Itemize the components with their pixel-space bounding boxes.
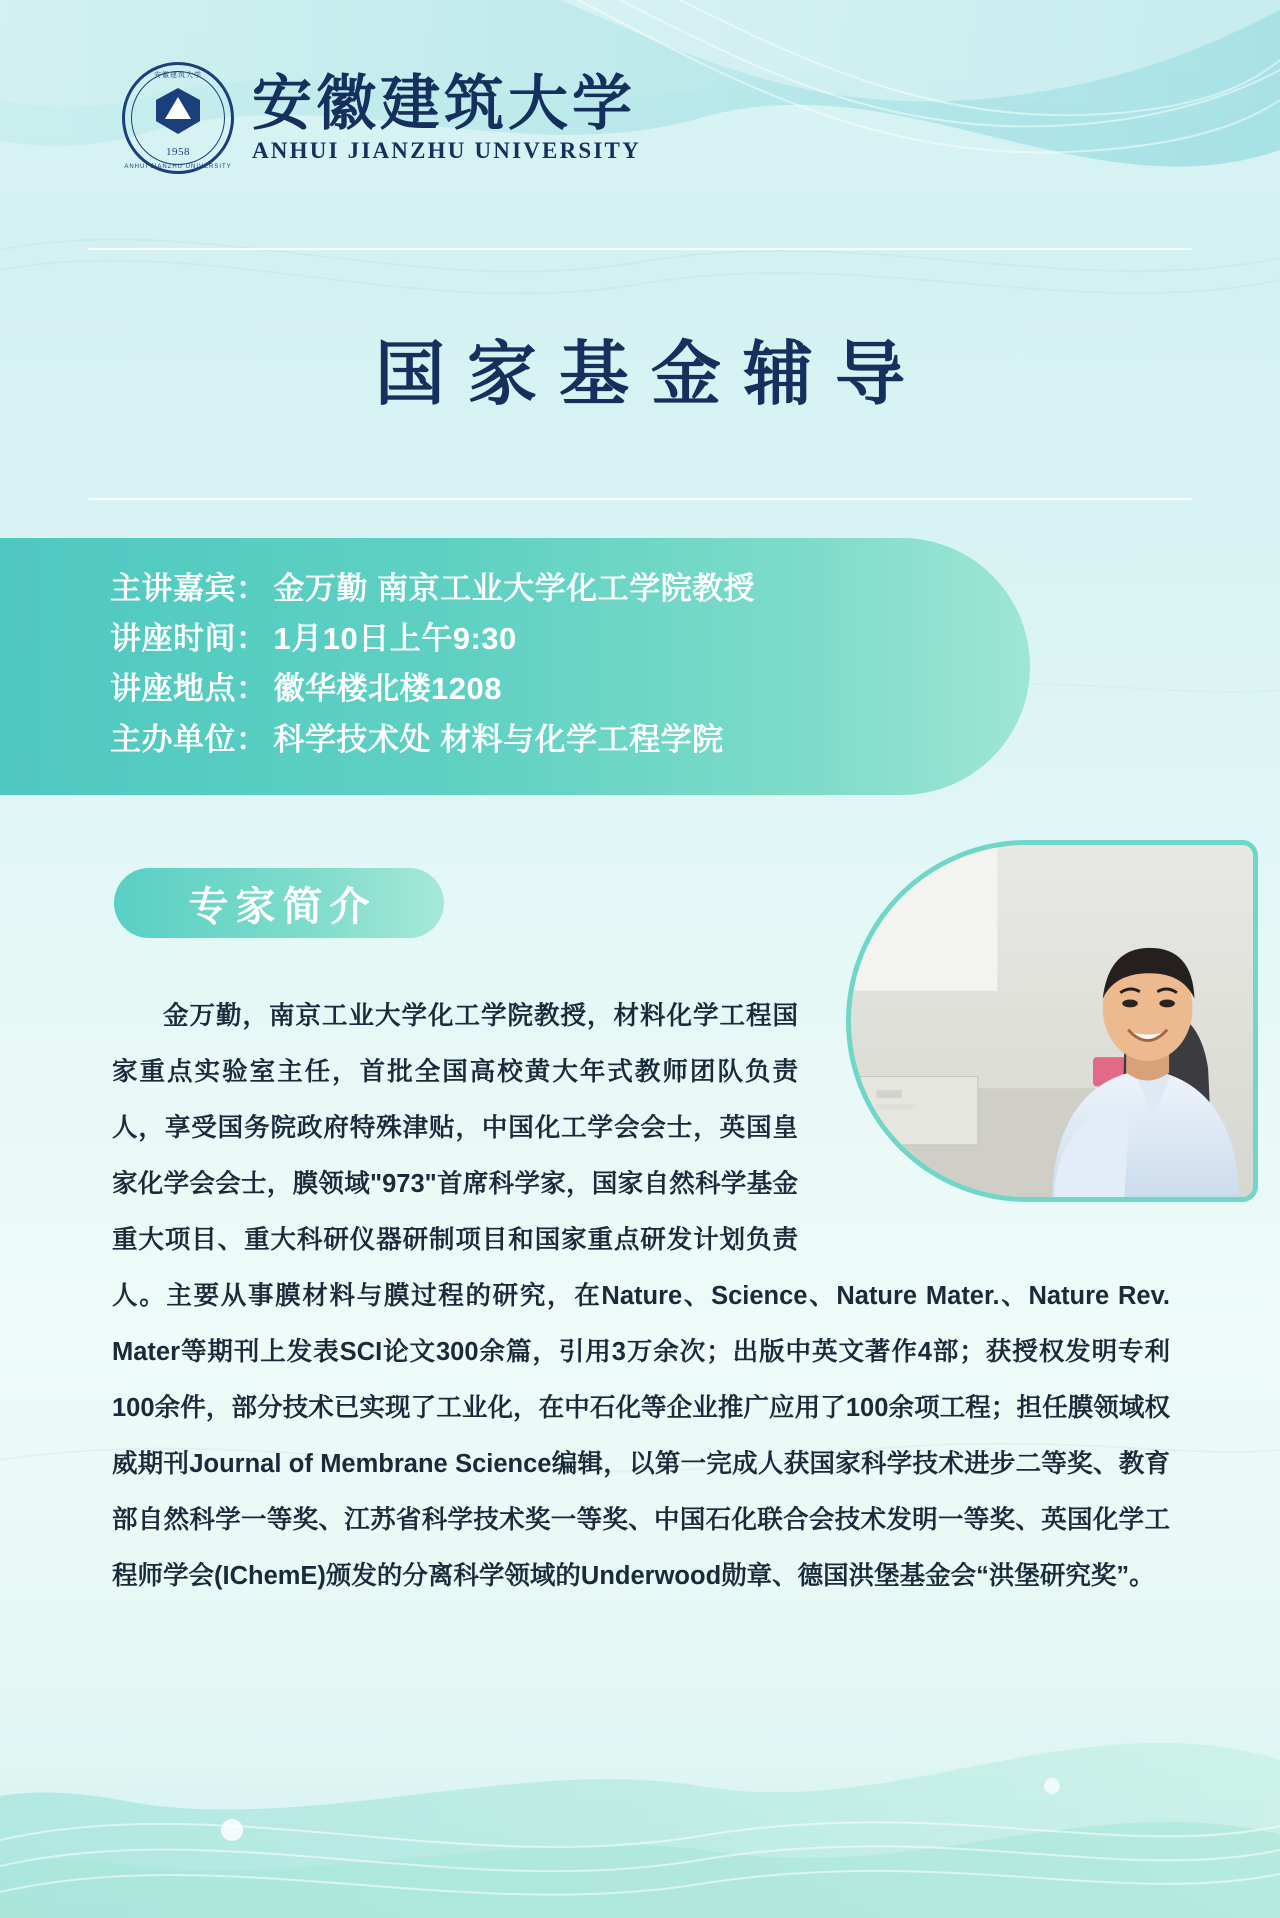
logo-wordmark bbox=[252, 70, 641, 164]
expert-section-title-text: 专家简介 bbox=[188, 883, 377, 929]
place-label: 讲座地点： bbox=[110, 671, 268, 707]
university-seal-icon bbox=[122, 62, 234, 174]
expert-bio bbox=[112, 988, 1170, 1604]
time-label: 讲座时间： bbox=[110, 621, 268, 657]
info-row-host bbox=[110, 715, 1030, 765]
expert-bio-text: 金万勤，南京工业大学化工学院教授，材料化学工程国家重点实验室主任，首批全国高校黄大年式教师团队负责人，享受国务院政府特殊津贴，中国化工学会会士，英国皇家化学会会士，膜领域"973"首席科学家，国家自然科学基金重大项目、重大科研仪器研制项目和国家重点研发计划负责人。主要从事膜材料与膜过程的研究，在Nature、Science、Nature Mater.、Nature Rev. Mater等期刊上发表SCI论文300余篇，引用3万余次；出版中英文著作4部；获授权发明专利100余件，部分技术已实现了工业化，在中石化等企业推广应用了100余项工程；担任膜领域权威期刊Journal of Membrane Science编辑，以第一完成人获国家科学技术进步二等奖、教育部自然科学一等奖、江苏省科学技术奖一等奖、中国石化联合会技术发明一等奖、英国化学工程师学会(IChemE)颁发的分离科学领域的Underwood勋章、德国洪堡基金会“洪堡研究奖”。 bbox=[112, 1002, 1170, 1590]
logo-name-english: ANHUI JIANZHU UNIVERSITY bbox=[252, 137, 641, 163]
time-value: 1月10日上午9:30 bbox=[273, 621, 517, 657]
university-logo bbox=[122, 62, 641, 174]
expert-section-title bbox=[114, 868, 444, 938]
logo-name-chinese: 安徽建筑大学 bbox=[252, 70, 636, 137]
info-row-speaker bbox=[110, 564, 1030, 614]
title-divider-bottom bbox=[88, 498, 1192, 500]
seal-arc-bottom-text: ANHUI JIANZHU UNIVERSITY bbox=[124, 164, 232, 170]
place-value: 徽华楼北楼1208 bbox=[273, 671, 502, 707]
seal-year: 1958 bbox=[166, 146, 190, 158]
page-title: 国家基金辅导 bbox=[375, 337, 927, 414]
speaker-label: 主讲嘉宾： bbox=[110, 571, 268, 606]
info-row-time bbox=[110, 614, 1030, 664]
title-divider-top bbox=[88, 248, 1192, 250]
info-row-place bbox=[110, 664, 1030, 714]
photo-text-wrap-spacer bbox=[798, 988, 1170, 1218]
seal-arc-top-text: 安徽建筑大学 bbox=[154, 72, 202, 79]
host-value: 科学技术处 材料与化学工程学院 bbox=[273, 721, 724, 757]
host-label: 主办单位： bbox=[110, 721, 268, 757]
speaker-value: 金万勤 南京工业大学化工学院教授 bbox=[273, 571, 756, 606]
lecture-info-band bbox=[0, 538, 1030, 795]
